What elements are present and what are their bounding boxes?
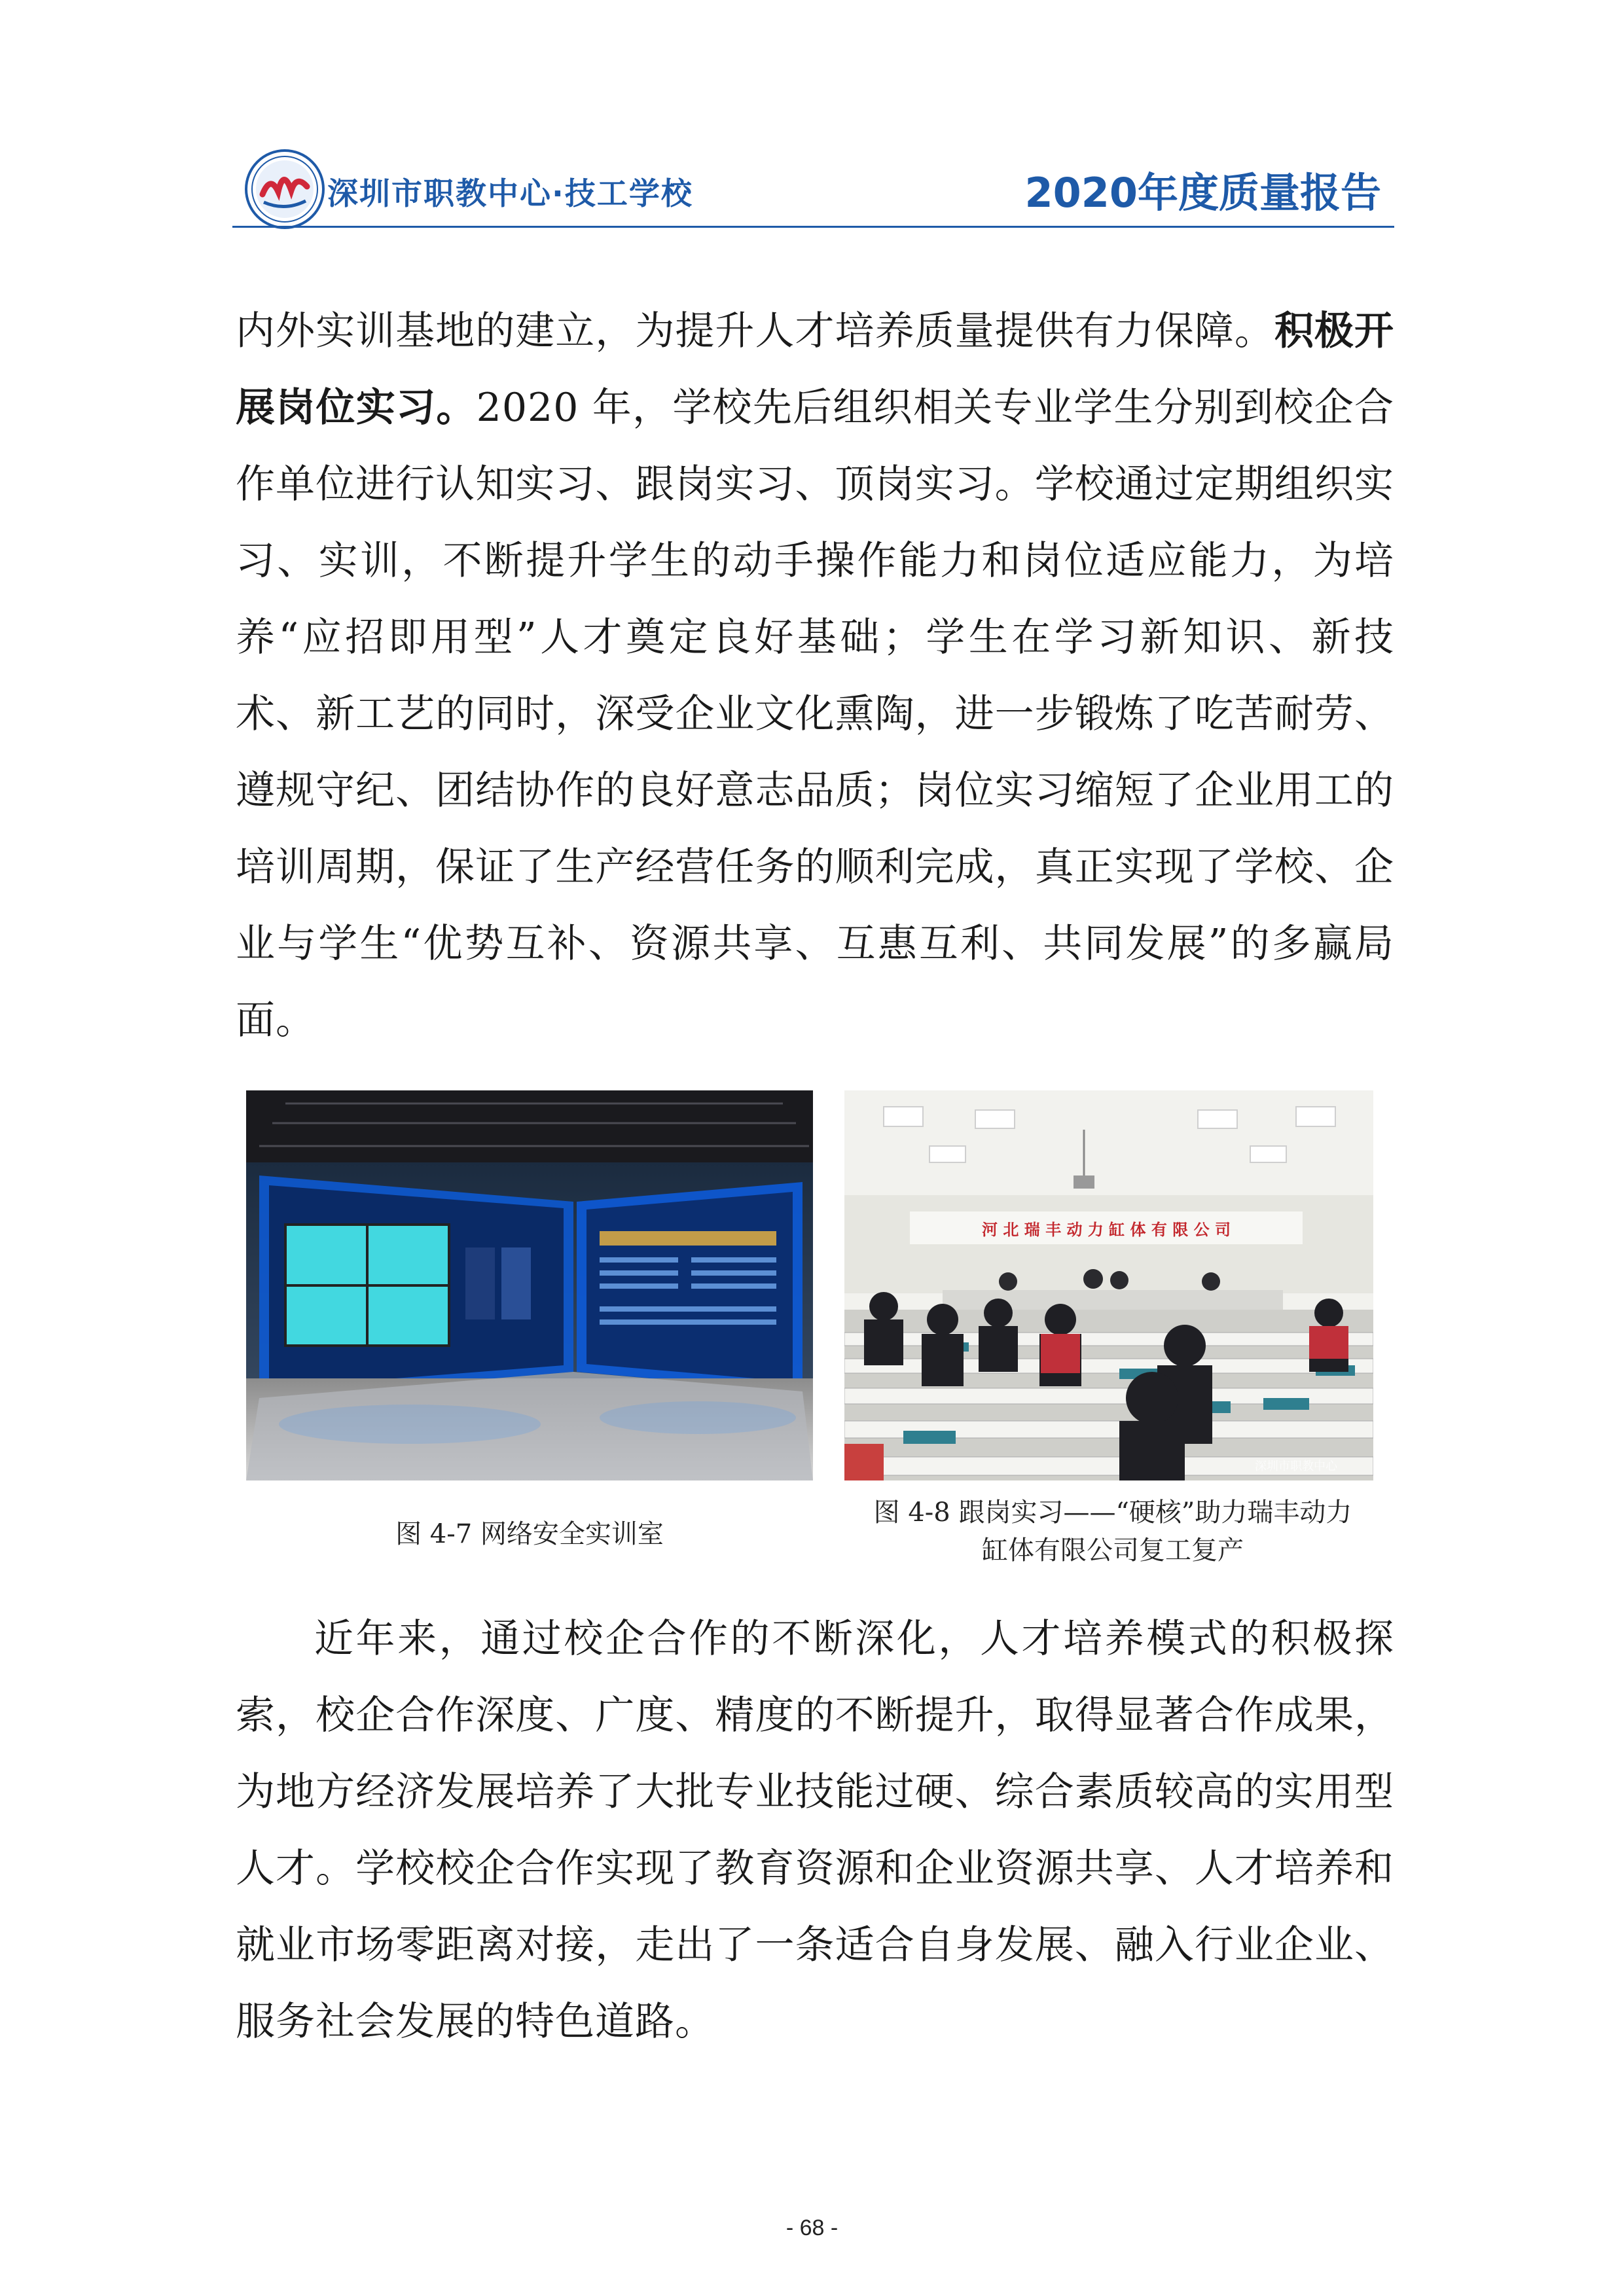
header-divider	[232, 226, 1394, 228]
figure-caption	[831, 1494, 1394, 1570]
paragraph-text: 2020 年，学校先后组织相关专业学生分别到校企合作单位进行认知实习、跟岗实习、顶岗实习。学校通过定期组织实习、实训，不断提升学生的动手操作能力和岗位适应能力，为培养“应招即用型”人才奠定良好基础；学生在学习新知识、新技术、新工艺的同时，深受企业文化熏陶，进一步锻炼了吃苦耐劳、遵规守纪、团结协作的良好意志品质；岗位实习缩短了企业用工的培训周期，保证了生产经营任务的顺利完成，真正实现了学校、企业与学生“优势互补、资源共享、互惠互利、共同发展”的多赢局面。	[236, 385, 1394, 1043]
company-banner: 河 北 瑞 丰 动 力 缸 体 有 限 公 司	[982, 1220, 1231, 1239]
school-logo-icon	[244, 149, 325, 230]
photo-network-security-lab	[246, 1090, 813, 1480]
paragraph-conclusion: 近年来，通过校企合作的不断深化，人才培养模式的积极探索，校企合作深度、广度、精度的不断提升，取得显著合作成果，为地方经济发展培养了大批专业技能过硬、综合素质较高的实用型人才。学校校企合作实现了教育资源和企业资源共享、人才培养和就业市场零距离对接，走出了一条适合自身发展、融入行业企业、服务社会发展的特色道路。	[236, 1616, 1394, 2045]
photo-watermark: 深圳市职教中心	[1255, 1460, 1337, 1473]
page-header	[232, 147, 1394, 232]
paragraph-text: 内外实训基地的建立，为提升人才培养质量提供有力保障。	[236, 308, 1274, 354]
caption-line: 图 4-8 跟岗实习——“硬核”助力瑞丰动力	[873, 1498, 1352, 1528]
page-number: - 68 -	[785, 2215, 839, 2240]
caption-line: 缸体有限公司复工复产	[982, 1535, 1244, 1566]
paragraph-internship	[236, 293, 1394, 1059]
photo-internship-meeting	[844, 1090, 1373, 1480]
school-name: 深圳市职教中心·技工学校	[327, 176, 693, 212]
bold-heading: 积极开展岗位实习。	[236, 308, 1395, 431]
report-title: 2020年度质量报告	[1024, 169, 1381, 217]
figure-caption: 图 4-7 网络安全实训室	[395, 1519, 664, 1549]
